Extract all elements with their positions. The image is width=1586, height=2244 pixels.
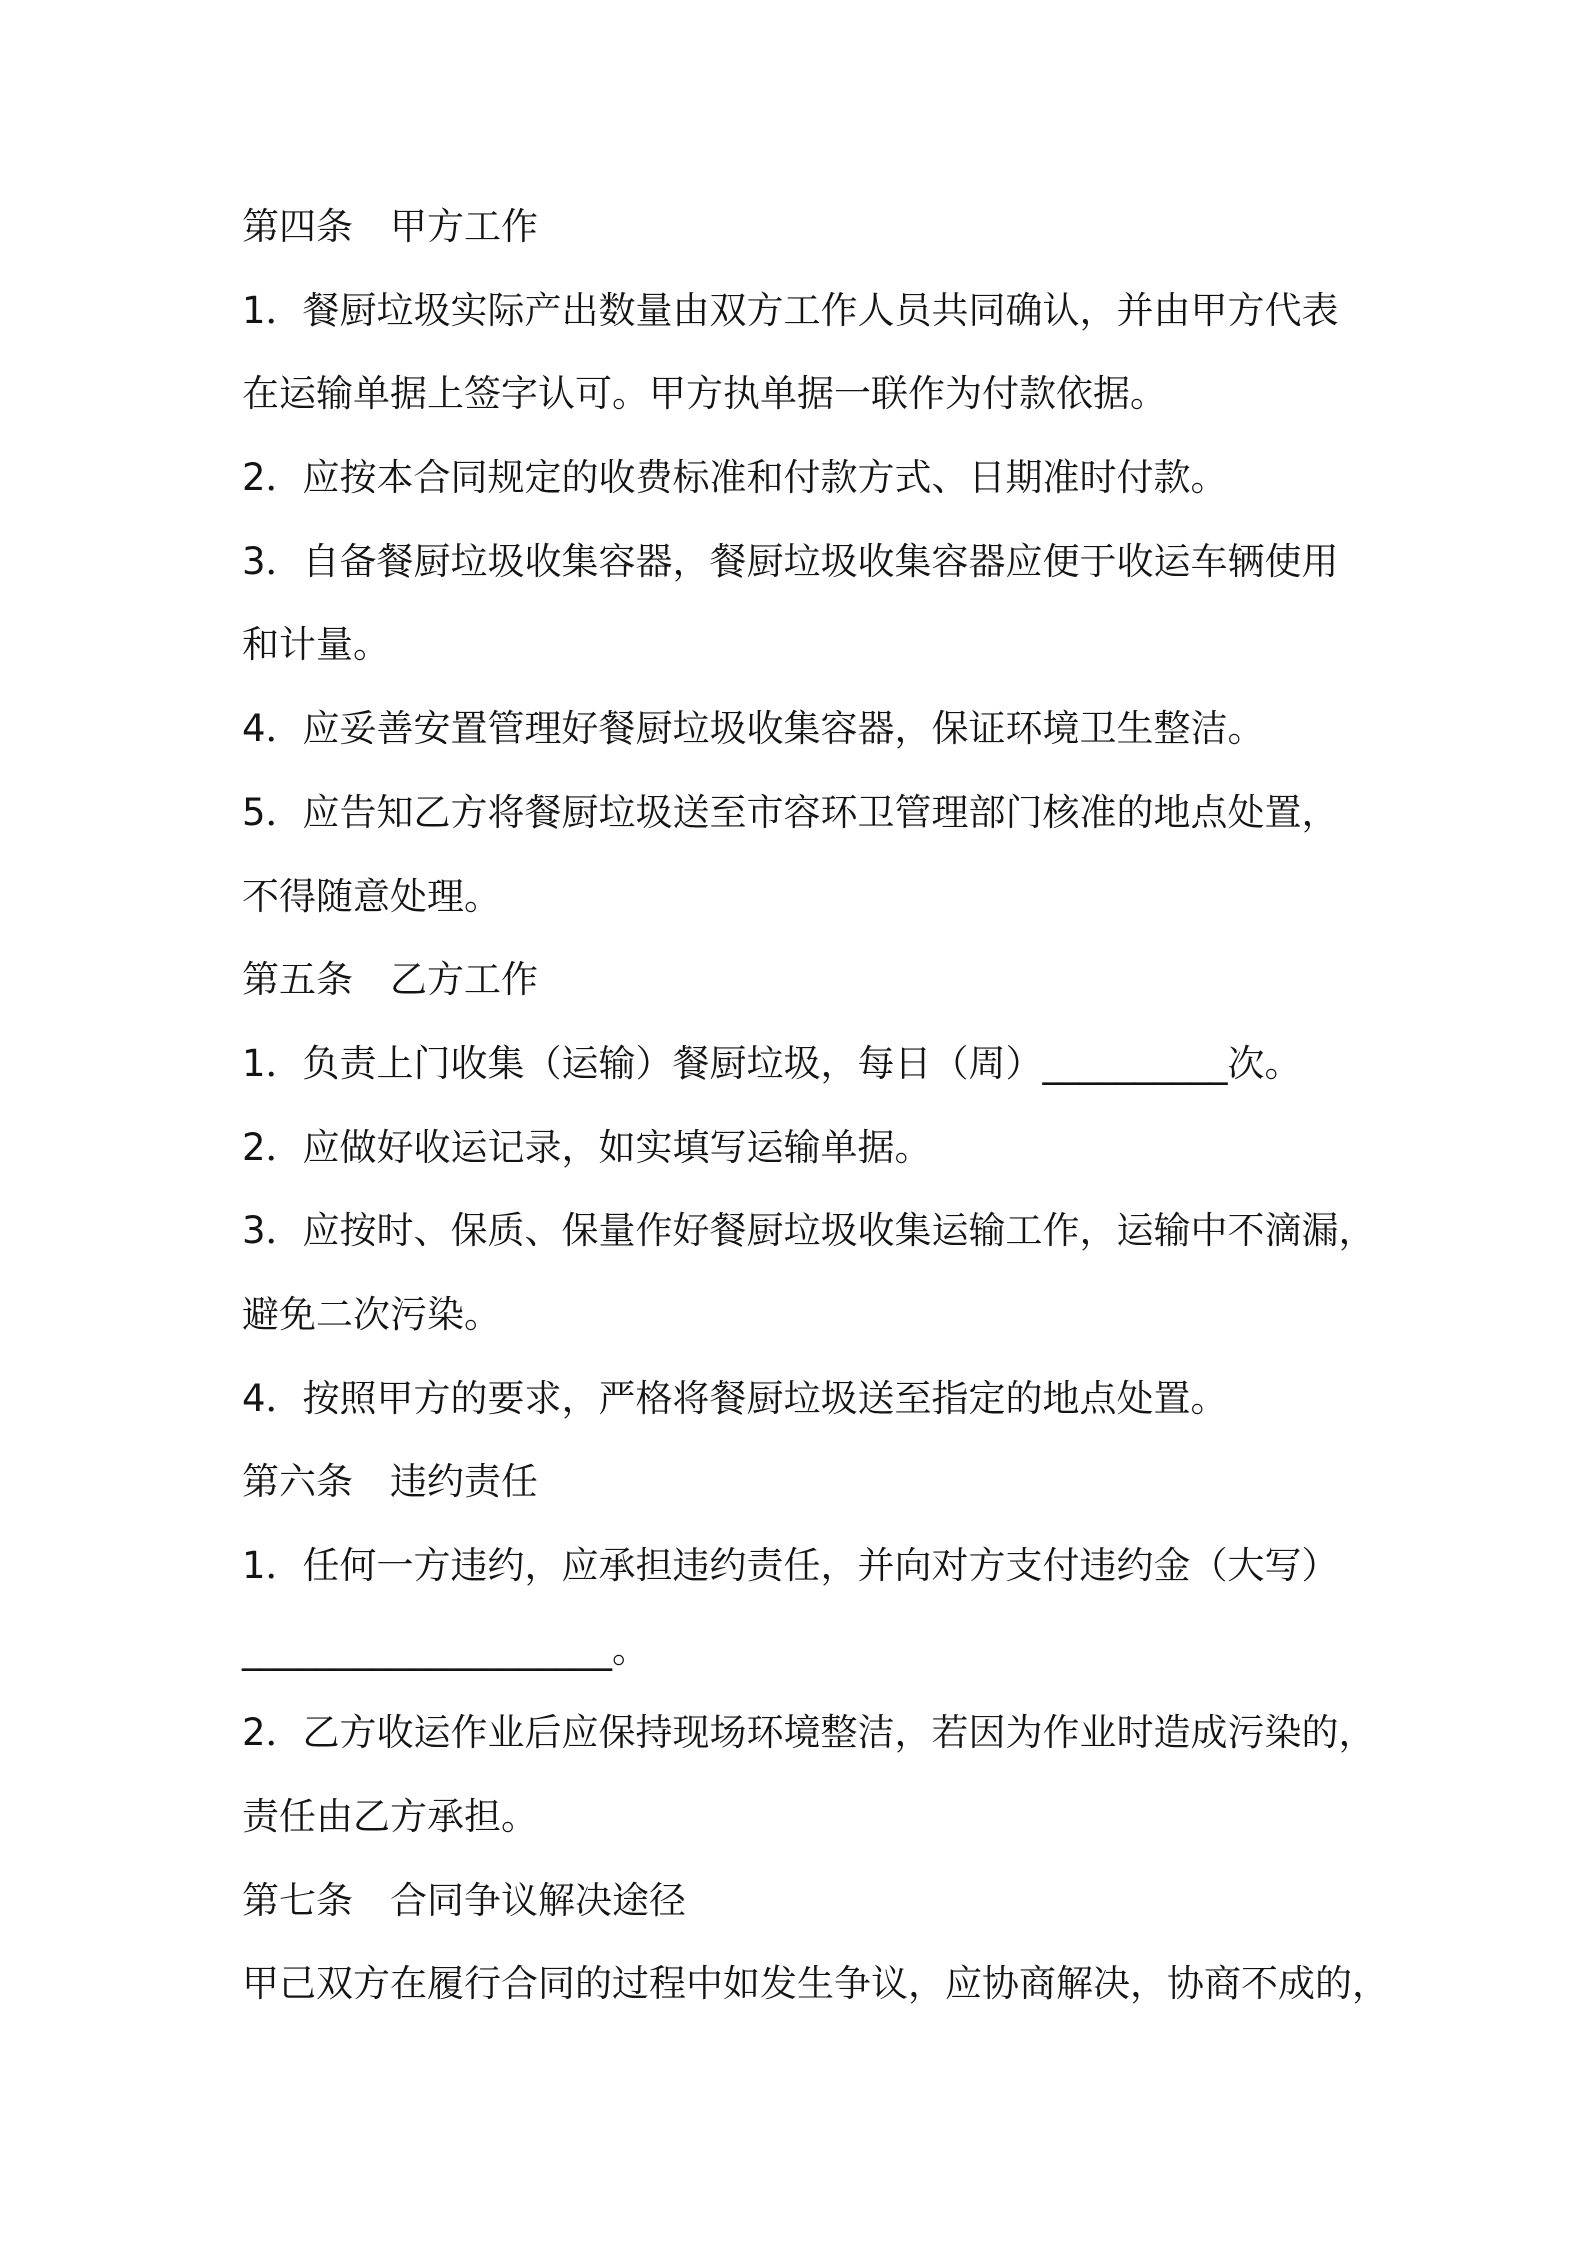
article-6-heading: 第六条 违约责任 xyxy=(242,1460,538,1504)
article-5-line: 1．负责上门收集（运输）餐厨垃圾，每日（周）__________次。 xyxy=(242,1041,1302,1085)
article-4-line: 1．餐厨垃圾实际产出数量由双方工作人员共同确认，并由甲方代表 xyxy=(242,288,1339,332)
article-6-blank-line: ____________________。 xyxy=(242,1627,649,1671)
article-7-heading: 第七条 合同争议解决途径 xyxy=(242,1878,686,1922)
article-4-line: 2．应按本合同规定的收费标准和付款方式、日期准时付款。 xyxy=(242,456,1228,500)
article-6-line: 2．乙方收运作业后应保持现场环境整洁，若因为作业时造成污染的， xyxy=(242,1711,1376,1755)
article-5-line: 避免二次污染。 xyxy=(242,1292,501,1336)
document-body xyxy=(242,185,1492,2026)
article-5-line: 2．应做好收运记录，如实填写运输单据。 xyxy=(242,1125,932,1169)
article-4-line: 不得随意处理。 xyxy=(242,874,501,918)
article-4-line: 5．应告知乙方将餐厨垃圾送至市容环卫管理部门核准的地点处置， xyxy=(242,790,1339,834)
article-5-line: 3．应按时、保质、保量作好餐厨垃圾收集运输工作，运输中不滴漏， xyxy=(242,1209,1376,1253)
article-7-line: 甲己双方在履行合同的过程中如发生争议，应协商解决，协商不成的， xyxy=(242,1962,1389,2006)
article-5-heading: 第五条 乙方工作 xyxy=(242,958,538,1002)
article-4-line: 4．应妥善安置管理好餐厨垃圾收集容器，保证环境卫生整洁。 xyxy=(242,707,1265,751)
article-5-line: 4．按照甲方的要求，严格将餐厨垃圾送至指定的地点处置。 xyxy=(242,1376,1228,1420)
article-6-line: 1．任何一方违约，应承担违约责任，并向对方支付违约金（大写） xyxy=(242,1544,1339,1587)
article-4-heading: 第四条 甲方工作 xyxy=(242,205,538,248)
article-4-line: 和计量。 xyxy=(242,623,390,667)
article-4-line: 在运输单据上签字认可。甲方执单据一联作为付款依据。 xyxy=(242,372,1167,416)
article-4-line: 3．自备餐厨垃圾收集容器，餐厨垃圾收集容器应便于收运车辆使用 xyxy=(242,539,1339,583)
article-6-line: 责任由乙方承担。 xyxy=(242,1795,538,1839)
